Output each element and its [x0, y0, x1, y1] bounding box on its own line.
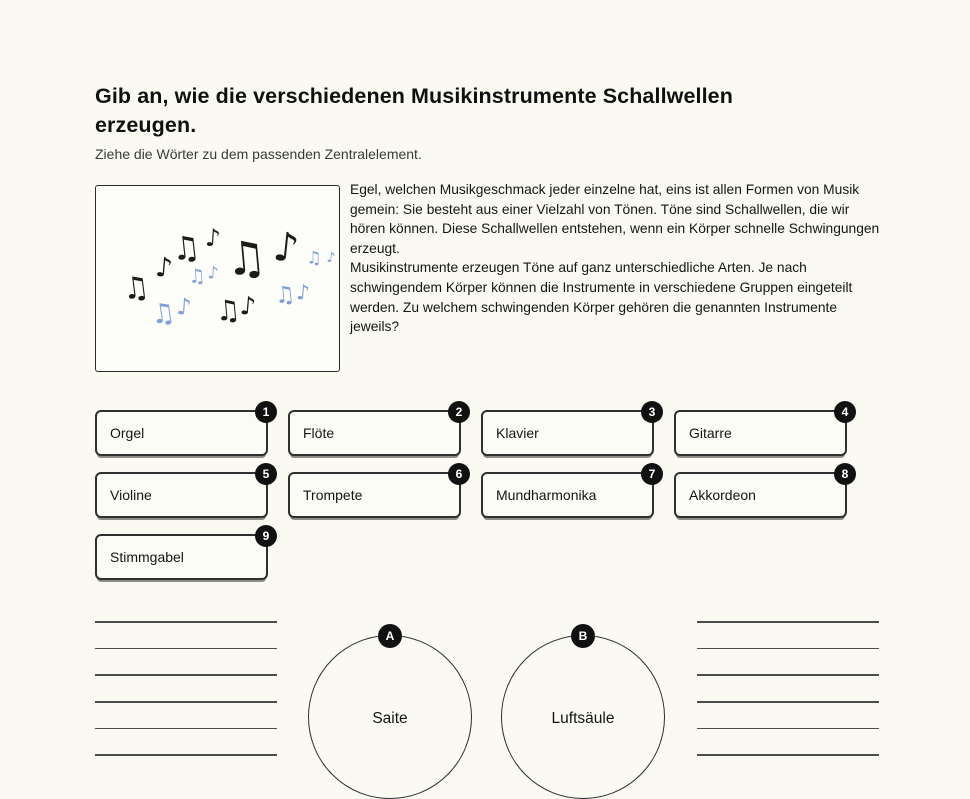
music-note-icon: ♪ [325, 249, 337, 267]
draggable-word-chip[interactable] [288, 405, 463, 456]
number-badge: 6 [448, 463, 470, 485]
word-label: Trompete [303, 487, 363, 503]
word-label: Gitarre [689, 425, 732, 441]
draggable-word-chip[interactable] [674, 467, 849, 518]
music-note-icon: ♫ [187, 264, 207, 289]
word-bank [95, 405, 865, 580]
draggable-word-chip[interactable] [481, 405, 656, 456]
word-label: Flöte [303, 425, 335, 441]
music-note-icon: ♫ [169, 227, 203, 269]
word-label: Mundharmonika [496, 487, 597, 503]
drop-target-luftsaeule[interactable] [501, 629, 665, 799]
answer-line [95, 754, 277, 756]
instruction-text: Ziehe die Wörter zu dem passenden Zentralelement. [95, 146, 422, 162]
word-label: Orgel [110, 425, 145, 441]
word-label: Akkordeon [689, 487, 756, 503]
number-badge: 4 [834, 401, 856, 423]
intro-paragraph-2: Musikinstrumente erzeugen Töne auf ganz unterschiedliche Arten. Je nach schwingendem Körper können die Instrumente in verschiedene Gruppen eingeteilt werden. Zu welchem schwingenden Körper gehören die genannten Instrumente jeweils? [350, 260, 853, 335]
number-badge: 1 [255, 401, 277, 423]
draggable-word-chip[interactable] [95, 467, 270, 518]
music-note-icon: ♪ [206, 263, 220, 284]
number-badge: 8 [834, 463, 856, 485]
answer-line [697, 701, 879, 703]
answer-line [95, 701, 277, 703]
music-note-icon: ♫ [214, 292, 242, 329]
answer-line [95, 648, 277, 650]
intro-text [350, 180, 880, 337]
draggable-word-chip[interactable] [674, 405, 849, 456]
letter-badge-a: A [378, 624, 402, 648]
music-note-icon: ♪ [175, 294, 193, 321]
music-note-icon: ♫ [306, 248, 322, 269]
music-note-icon: ♫ [120, 269, 152, 308]
answer-line [95, 621, 277, 623]
number-badge: 5 [255, 463, 277, 485]
draggable-word-chip[interactable] [288, 467, 463, 518]
answer-line [697, 754, 879, 756]
answer-line [697, 648, 879, 650]
intro-paragraph-1: Egel, welchen Musikgeschmack jeder einzelne hat, eins ist allen Formen von Musik gemein: Sie besteht aus einer Vielzahl von Tönen. Töne sind Schallwellen, die wir hören können. Diese Schallwellen entstehen, wenn ein Körper schnelle Schwingungen erzeugt. [350, 182, 880, 256]
music-notes-image [95, 185, 340, 372]
draggable-word-chip[interactable] [95, 405, 270, 456]
music-note-icon: ♪ [238, 290, 258, 322]
answer-lines-left [95, 621, 277, 781]
number-badge: 3 [641, 401, 663, 423]
drop-target-saite[interactable] [308, 629, 472, 799]
number-badge: 2 [448, 401, 470, 423]
draggable-word-chip[interactable] [95, 529, 270, 580]
draggable-word-chip[interactable] [481, 467, 656, 518]
music-note-icon: ♫ [148, 296, 178, 332]
number-badge: 7 [641, 463, 663, 485]
music-note-icon: ♫ [223, 229, 269, 287]
word-label: Violine [110, 487, 152, 503]
letter-badge-b: B [571, 624, 595, 648]
music-note-icon: ♪ [154, 251, 174, 285]
target-label-saite: Saite [372, 710, 408, 727]
music-note-icon: ♪ [270, 223, 302, 273]
page-title: Gib an, wie die verschiedenen Musikinstrumente Schallwellen erzeugen. [95, 84, 733, 137]
answer-lines-right [697, 621, 879, 781]
word-label: Stimmgabel [110, 549, 184, 565]
answer-line [697, 728, 879, 730]
music-note-icon: ♪ [204, 223, 222, 253]
target-label-luftsaeule: Luftsäule [551, 710, 615, 727]
music-note-icon: ♫ [273, 281, 297, 310]
answer-line [95, 728, 277, 730]
word-label: Klavier [496, 425, 539, 441]
answer-line [95, 674, 277, 676]
answer-line [697, 674, 879, 676]
answer-line [697, 621, 879, 623]
music-note-icon: ♪ [295, 279, 311, 306]
number-badge: 9 [255, 525, 277, 547]
